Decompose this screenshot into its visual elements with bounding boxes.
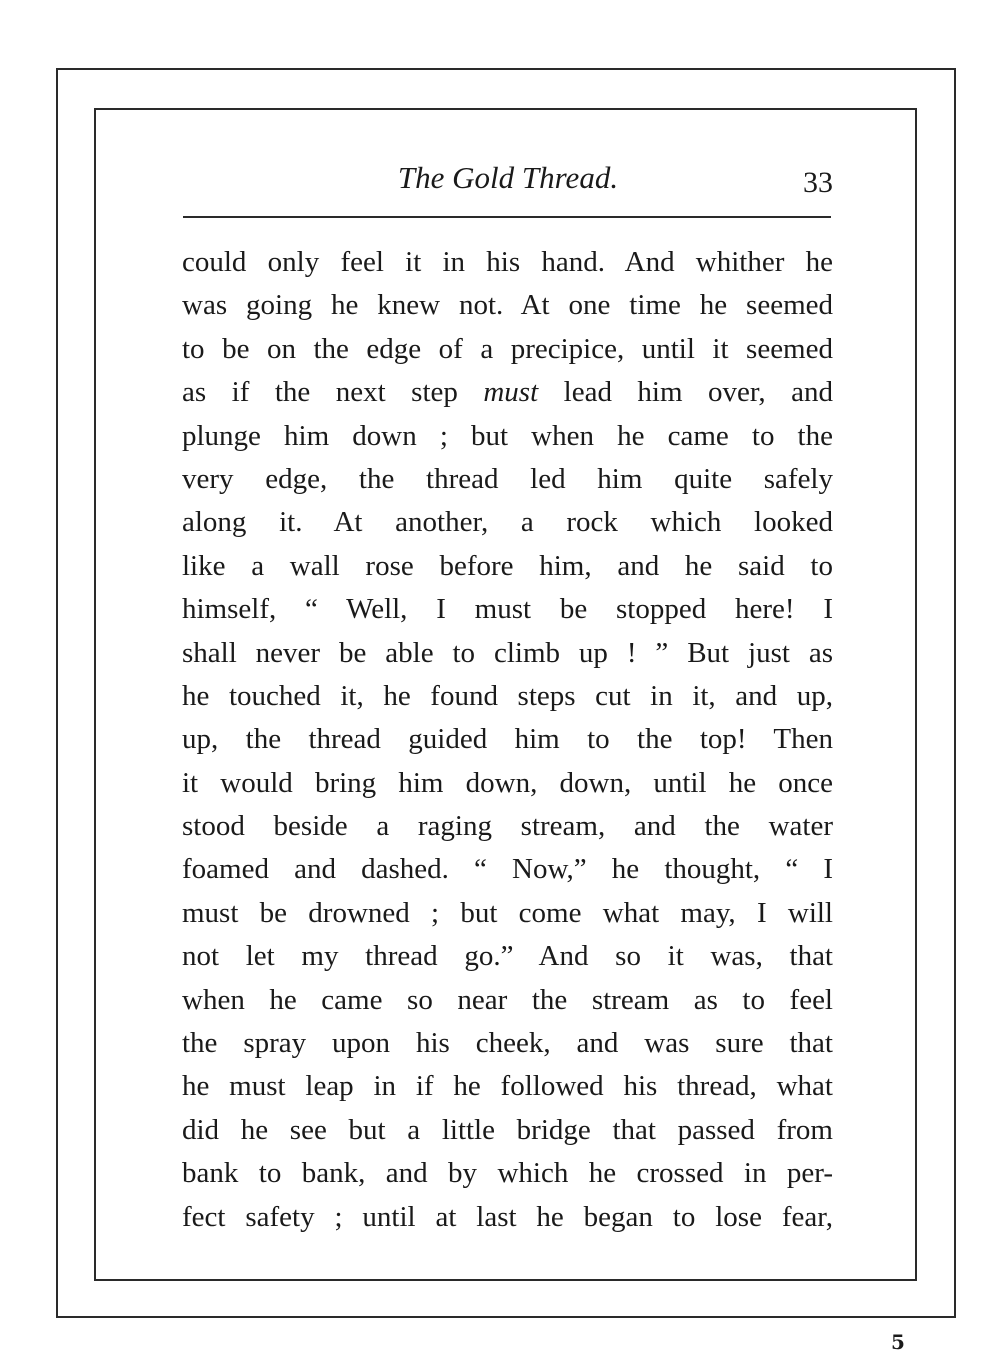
running-head — [183, 158, 833, 202]
text-line: did he see but a little bridge that passed from — [182, 1113, 833, 1146]
header-rule — [183, 216, 831, 218]
text-line: fect safety ; until at last he began to lose fear, — [182, 1200, 833, 1233]
text-line: as if the next step must lead him over, and — [182, 376, 833, 409]
sheet-number: 5 — [891, 1330, 905, 1354]
text-line: he touched it, he found steps cut in it, and up, — [182, 679, 833, 712]
page-number: 33 — [803, 166, 833, 199]
running-title: The Gold Thread. — [397, 160, 619, 195]
text-line: was going he knew not. At one time he seemed — [182, 289, 833, 322]
emphasis: must — [483, 376, 539, 409]
text-line: when he came so near the stream as to feel — [182, 983, 833, 1016]
text-line: bank to bank, and by which he crossed in per- — [182, 1157, 833, 1190]
text-line: not let my thread go.” And so it was, that — [182, 940, 833, 973]
body-text — [182, 241, 833, 1239]
text-line: himself, “ Well, I must be stopped here! I — [182, 593, 833, 626]
text-line: to be on the edge of a precipice, until it seemed — [182, 332, 833, 365]
text-line: he must leap in if he followed his thread, what — [182, 1070, 833, 1103]
text-line: plunge him down ; but when he came to the — [182, 419, 833, 452]
text-line: very edge, the thread led him quite safely — [182, 462, 833, 495]
text-line: the spray upon his cheek, and was sure that — [182, 1027, 833, 1060]
text-line: like a wall rose before him, and he said to — [182, 549, 833, 582]
text-line: must be drowned ; but come what may, I will — [182, 896, 833, 929]
text-line: along it. At another, a rock which looked — [182, 506, 833, 539]
text-line: stood beside a raging stream, and the water — [182, 810, 833, 843]
text-line: foamed and dashed. “ Now,” he thought, “ I — [182, 853, 833, 886]
text-line: up, the thread guided him to the top! Then — [182, 723, 833, 756]
text-line: it would bring him down, down, until he once — [182, 766, 833, 799]
text-line: shall never be able to climb up ! ” But just as — [182, 636, 833, 669]
text-line: could only feel it in his hand. And whither he — [182, 246, 833, 278]
